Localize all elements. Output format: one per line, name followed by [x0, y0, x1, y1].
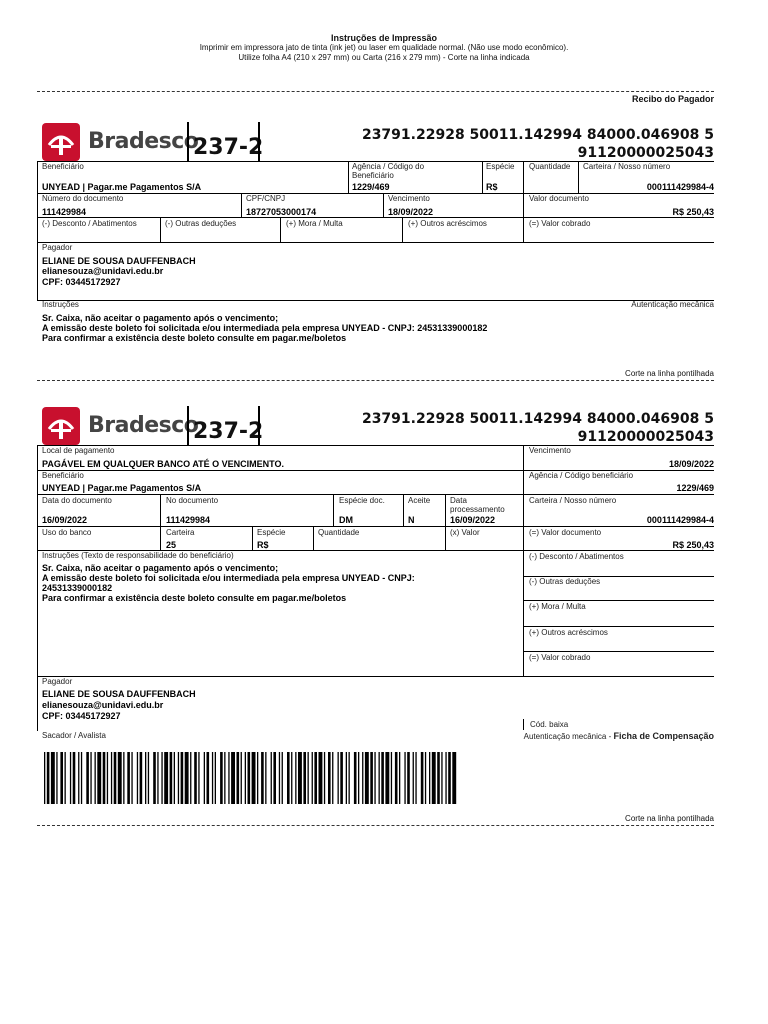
ficha-other-deductions-label: (-) Outras deduções	[529, 577, 601, 586]
doc-value-label: Valor documento	[529, 194, 589, 203]
payer-cpf: CPF: 03445172927	[42, 277, 121, 287]
barcode-bar	[86, 752, 89, 804]
barcode-bar	[354, 752, 357, 804]
barcode-bar	[73, 752, 76, 804]
ficha-wallet-number-label: Carteira / Nosso número	[529, 496, 617, 505]
digitable-line-1: 23791.22928 50011.142994 84000.046908 5	[361, 127, 714, 143]
barcode-bar	[287, 752, 290, 804]
ficha-charged-value-label: (=) Valor cobrado	[529, 653, 591, 662]
digitable-line-2-ficha: 91120000025043	[577, 429, 714, 445]
ficha-quantity-label: Quantidade	[318, 528, 360, 537]
agency-label: Agência / Código do Beneficiário	[352, 162, 425, 180]
barcode-bar	[204, 752, 205, 804]
doc-species-value: DM	[339, 515, 353, 525]
ficha-cut-here-label: Corte na linha pontilhada	[625, 814, 714, 823]
charged-value-label: (=) Valor cobrado	[529, 219, 591, 228]
barcode-bar	[328, 752, 331, 804]
cut-line-middle	[37, 380, 714, 381]
bradesco-logo-icon	[42, 123, 80, 161]
ficha-payer-label: Pagador	[42, 677, 73, 686]
barcode-bar	[379, 752, 380, 804]
barcode-bar	[127, 752, 130, 804]
barcode-bar	[194, 752, 197, 804]
barcode-bar	[161, 752, 162, 804]
barcode-bar	[432, 752, 436, 804]
doc-species-label: Espécie doc.	[339, 496, 385, 505]
barcode-bar	[111, 752, 112, 804]
payer-name: ELIANE DE SOUSA DAUFFENBACH	[42, 256, 196, 266]
guarantor-label: Sacador / Avalista	[42, 731, 106, 740]
barcode-bar	[413, 752, 414, 804]
beneficiary-value: UNYEAD | Pagar.me Pagamentos S/A	[42, 182, 202, 192]
barcode-bar	[445, 752, 446, 804]
due-date-label: Vencimento	[388, 194, 430, 203]
ficha-agency-label: Agência / Código beneficiário	[529, 471, 634, 480]
bradesco-logo-icon	[42, 407, 80, 445]
ficha-payer-email: elianesouza@unidavi.edu.br	[42, 700, 164, 710]
barcode-bar	[303, 752, 306, 804]
barcode-bar	[429, 752, 430, 804]
print-instructions-title: Instruções de Impressão	[330, 33, 438, 43]
barcode-bar	[190, 752, 191, 804]
barcode-bar	[212, 752, 213, 804]
instructions-label: Instruções	[42, 300, 79, 309]
ficha-payer-cpf: CPF: 03445172927	[42, 711, 121, 721]
doc-number-value: 111429984	[42, 207, 87, 217]
payer-email: elianesouza@unidavi.edu.br	[42, 266, 164, 276]
barcode-bar	[271, 752, 272, 804]
fine-label: (+) Mora / Multa	[286, 219, 343, 228]
ficha-doc-value-label: (=) Valor documento	[529, 528, 602, 537]
barcode-bar	[448, 752, 451, 804]
barcode-bar	[257, 752, 258, 804]
quantity-label: Quantidade	[529, 162, 571, 171]
digitable-line-2: 91120000025043	[577, 145, 714, 161]
barcode-bar	[228, 752, 229, 804]
doc-date-value: 16/09/2022	[42, 515, 88, 525]
barcode-bar	[437, 752, 440, 804]
barcode-bar	[312, 752, 313, 804]
receipt-title: Recibo do Pagador	[631, 94, 714, 104]
digitable-line-1-ficha: 23791.22928 50011.142994 84000.046908 5	[361, 411, 714, 427]
barcode-bar	[314, 752, 317, 804]
ficha-due-date-label: Vencimento	[529, 446, 571, 455]
ficha-doc-value: R$ 250,43	[672, 540, 714, 550]
barcode-bar	[114, 752, 117, 804]
wallet-label: Carteira / Nosso número	[583, 162, 671, 171]
barcode-bar	[70, 752, 71, 804]
write-off-code-label: Cód. baixa	[530, 720, 569, 729]
barcode-bar	[56, 752, 57, 804]
barcode-bar	[340, 752, 343, 804]
print-instructions-line-2: Utilize folha A4 (210 x 297 mm) ou Carta (216 x 279 mm) - Corte na linha indicada	[238, 53, 530, 62]
wallet-value: 000111429984-4	[646, 182, 714, 192]
barcode-bar	[60, 752, 63, 804]
bank-logo	[42, 123, 199, 163]
barcode-bar	[241, 752, 242, 804]
bank-logo-ficha	[42, 407, 199, 447]
barcode-bar	[198, 752, 199, 804]
barcode-bar	[170, 752, 173, 804]
barcode-bar	[81, 752, 82, 804]
barcode-bar	[174, 752, 175, 804]
barcode-bar	[391, 752, 392, 804]
instruction-line-3: Para confirmar a existência deste boleto consulte em pagar.me/boletos	[42, 333, 347, 343]
cpf-cnpj-value: 18727053000174	[246, 207, 317, 217]
barcode-bar	[78, 752, 79, 804]
barcode-bar	[332, 752, 333, 804]
barcode-bar	[220, 752, 223, 804]
barcode-bar	[441, 752, 442, 804]
cut-line-top	[37, 91, 714, 92]
barcode-bar	[338, 752, 339, 804]
barcode-bar	[362, 752, 363, 804]
barcode-bar	[215, 752, 216, 804]
ficha-species-value: R$	[257, 540, 269, 550]
x-value-label: (x) Valor	[450, 528, 480, 537]
barcode-bar	[365, 752, 369, 804]
ficha-other-additions-label: (+) Outros acréscimos	[529, 628, 608, 637]
barcode-bar	[97, 752, 101, 804]
barcode-bar	[140, 752, 143, 804]
barcode-bar	[248, 752, 251, 804]
payment-place-value: PAGÁVEL EM QUALQUER BANCO ATÉ O VENCIMENTO.	[42, 459, 285, 469]
ficha-instruction-line-1: Sr. Caixa, não aceitar o pagamento após o vencimento;	[42, 563, 279, 573]
barcode-bar	[51, 752, 55, 804]
doc-value: R$ 250,43	[672, 207, 714, 217]
barcode-bar	[279, 752, 280, 804]
ficha-wallet-label: Carteira	[166, 528, 195, 537]
barcode-bar	[252, 752, 256, 804]
doc-date-label: Data do documento	[42, 496, 112, 505]
barcode-bar	[282, 752, 283, 804]
barcode-bar	[47, 752, 50, 804]
barcode-bar	[224, 752, 225, 804]
instruction-line-1: Sr. Caixa, não aceitar o pagamento após o vencimento;	[42, 313, 279, 323]
barcode-bar	[185, 752, 189, 804]
barcode-bar	[370, 752, 373, 804]
beneficiary-label: Beneficiário	[42, 162, 84, 171]
barcode-bar	[164, 752, 168, 804]
barcode-bar	[131, 752, 132, 804]
barcode-bar	[237, 752, 240, 804]
ficha-doc-number-label: No documento	[166, 496, 219, 505]
barcode-bar	[452, 752, 456, 804]
other-deductions-label: (-) Outras deduções	[165, 219, 237, 228]
bank-name-ficha: Bradesco	[88, 413, 199, 438]
cut-here-label: Corte na linha pontilhada	[625, 369, 714, 378]
barcode-bar	[346, 752, 347, 804]
barcode-bar	[308, 752, 309, 804]
processing-date-value: 16/09/2022	[450, 515, 496, 525]
print-instructions-line-1: Imprimir em impressora jato de tinta (ink jet) ou laser em qualidade normal. (Não use modo econômico).	[199, 43, 569, 52]
barcode-bar	[374, 752, 375, 804]
barcode-bar	[421, 752, 424, 804]
barcode-bar	[181, 752, 184, 804]
mechanical-auth-label: Autenticação mecânica	[631, 300, 714, 309]
barcode-bar	[44, 752, 45, 804]
barcode-bar	[295, 752, 296, 804]
ficha-species-label: Espécie	[257, 528, 286, 537]
barcode-bar	[385, 752, 389, 804]
barcode-bar	[178, 752, 179, 804]
processing-date-label-1: Data	[450, 496, 467, 505]
barcode-bar	[137, 752, 138, 804]
barcode-bar	[381, 752, 384, 804]
barcode-bar	[349, 752, 350, 804]
payment-barcode	[44, 752, 458, 804]
ficha-beneficiary-value: UNYEAD | Pagar.me Pagamentos S/A	[42, 483, 202, 493]
bank-use-label: Uso do banco	[42, 528, 92, 537]
barcode-bar	[324, 752, 325, 804]
barcode-bar	[123, 752, 124, 804]
due-date-value: 18/09/2022	[388, 207, 434, 217]
barcode-bar	[425, 752, 426, 804]
ficha-mechanical-auth-label: Autenticação mecânica -	[523, 732, 614, 741]
ficha-beneficiary-label: Beneficiário	[42, 471, 84, 480]
barcode-bar	[291, 752, 292, 804]
barcode-bar	[319, 752, 323, 804]
bank-name: Bradesco	[88, 129, 199, 154]
ficha-doc-number-value: 111429984	[166, 515, 211, 525]
barcode-bar	[298, 752, 302, 804]
barcode-bar	[207, 752, 210, 804]
barcode-bar	[153, 752, 156, 804]
barcode-bar	[415, 752, 416, 804]
payer-label: Pagador	[42, 243, 73, 252]
barcode-bar	[231, 752, 235, 804]
agency-value: 1229/469	[352, 182, 390, 192]
bank-code-ficha: 237-2	[193, 419, 264, 444]
barcode-bar	[145, 752, 146, 804]
other-additions-label: (+) Outros acréscimos	[408, 219, 487, 228]
discount-label: (-) Desconto / Abatimentos	[42, 219, 137, 228]
barcode-bar	[65, 752, 66, 804]
barcode-bar	[399, 752, 400, 804]
barcode-bar	[157, 752, 158, 804]
barcode-bar	[273, 752, 276, 804]
acceptance-value: N	[408, 515, 415, 525]
ficha-instructions-label: Instruções (Texto de responsabilidade do beneficiário)	[42, 551, 234, 560]
species-value: R$	[486, 182, 498, 192]
doc-number-label: Número do documento	[42, 194, 124, 203]
barcode-bar	[103, 752, 106, 804]
ficha-instruction-line-2: A emissão deste boleto foi solicitada e/ou intermediada pela empresa UNYEAD - CNPJ:	[42, 573, 415, 583]
barcode-bar	[265, 752, 266, 804]
ficha-wallet-value: 25	[166, 540, 177, 550]
barcode-bar	[107, 752, 108, 804]
ficha-wallet-number-value: 000111429984-4	[646, 515, 714, 525]
ficha-agency-value: 1229/469	[676, 483, 714, 493]
species-label: Espécie	[486, 162, 515, 171]
cut-line-bottom	[37, 825, 714, 826]
processing-date-label-2: processamento	[450, 505, 505, 514]
ficha-discount-label: (-) Desconto / Abatimentos	[529, 552, 624, 561]
ficha-fine-label: (+) Mora / Multa	[529, 602, 586, 611]
barcode-bar	[95, 752, 96, 804]
barcode-bar	[358, 752, 359, 804]
ficha-due-date-value: 18/09/2022	[668, 459, 714, 469]
cpf-cnpj-label: CPF/CNPJ	[246, 194, 286, 203]
barcode-bar	[261, 752, 264, 804]
payment-place-label: Local de pagamento	[42, 446, 115, 455]
barcode-bar	[395, 752, 398, 804]
ficha-instruction-line-3: 24531339000182	[42, 583, 113, 593]
ficha-instruction-line-4: Para confirmar a existência deste boleto consulte em pagar.me/boletos	[42, 593, 347, 603]
barcode-bar	[90, 752, 91, 804]
bank-code: 237-2	[193, 135, 264, 160]
instruction-line-2: A emissão deste boleto foi solicitada e/ou intermediada pela empresa UNYEAD - CNPJ: 24531339000182	[42, 323, 488, 333]
barcode-bar	[148, 752, 149, 804]
barcode-bar	[118, 752, 122, 804]
ficha-payer-name: ELIANE DE SOUSA DAUFFENBACH	[42, 689, 196, 699]
acceptance-label: Aceite	[408, 496, 431, 505]
barcode-bar	[404, 752, 405, 804]
barcode-bar	[407, 752, 410, 804]
compensation-slip-label: Ficha de Compensação	[613, 731, 714, 741]
barcode-bar	[245, 752, 246, 804]
